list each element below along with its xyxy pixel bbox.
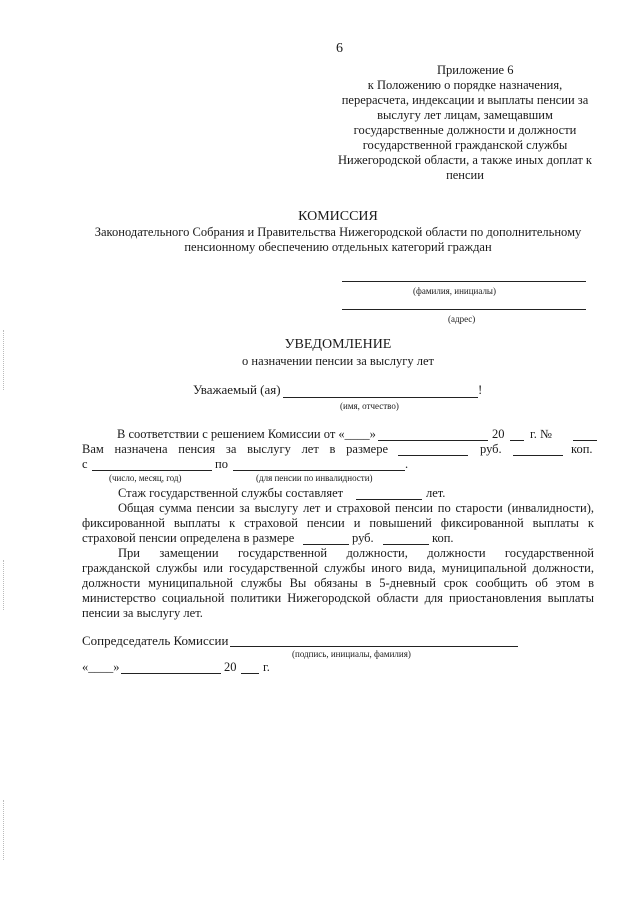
recipient-name-field: [342, 281, 586, 282]
duty-paragraph: При замещении государственной должности, должности государственной: [118, 546, 594, 560]
signature-field: [230, 646, 518, 647]
appendix-line: государственной гражданской службы: [362, 138, 568, 152]
scan-edge-mark: [3, 560, 4, 610]
signature-year-label: 20: [224, 660, 237, 674]
total-sum-paragraph: фиксированной выплаты к страховой пенсии и повышений фиксированной выплаты к: [82, 516, 594, 530]
decision-date-text: В соответствии с решением Комиссии от «____»: [117, 427, 376, 441]
total-sum-text: страховой пенсии определена в размере: [82, 531, 295, 545]
decision-date-field: [378, 440, 488, 441]
disability-hint: (для пенсии по инвалидности): [256, 473, 373, 483]
service-length-text: Стаж государственной службы составляет: [118, 486, 344, 500]
period-end-dot: .: [405, 457, 409, 471]
appendix-line: Нижегородской области, а также иных доплат к: [337, 153, 593, 167]
greeting-name-field: [283, 397, 478, 398]
appendix-line: государственные должности и должности: [353, 123, 577, 137]
appendix-line: Приложение 6: [437, 63, 514, 77]
greeting-label: Уважаемый (ая): [193, 382, 281, 397]
period-to-label: по: [215, 457, 228, 471]
signature-label: Сопредседатель Комиссии: [82, 633, 229, 648]
recipient-address-field: [342, 309, 586, 310]
commission-subtitle: Законодательного Собрания и Правительства Нижегородской области по дополнительному: [94, 225, 582, 239]
period-from-field: [92, 470, 212, 471]
commission-subtitle: пенсионному обеспечению отдельных категорий граждан: [184, 240, 492, 254]
scan-edge-mark: [3, 800, 4, 860]
signature-date-open: «____»: [82, 660, 120, 674]
decision-number-label: г. №: [530, 427, 552, 441]
pension-rub-label: руб.: [480, 442, 502, 456]
appendix-line: перерасчета, индексации и выплаты пенсии за: [341, 93, 589, 107]
decision-number-field: [573, 440, 597, 441]
duty-paragraph: министерство социальной политики Нижегородской области для приостановления выплаты: [82, 591, 594, 605]
total-sum-paragraph: Общая сумма пенсии за выслугу лет и страховой пенсии по старости (инвалидности),: [118, 501, 594, 515]
pension-amount-text: Вам назначена пенсия за выслугу лет в размере: [82, 442, 388, 456]
appendix-line: к Положению о порядке назначения,: [367, 78, 563, 92]
service-length-field: [356, 499, 422, 500]
greeting-hint: (имя, отчество): [340, 401, 399, 411]
pension-kop-label: коп.: [571, 442, 593, 456]
total-rub-field: [303, 544, 349, 545]
greeting-exclamation: !: [478, 382, 483, 397]
total-rub-label: руб.: [352, 531, 374, 545]
duty-paragraph: пенсии за выслугу лет.: [82, 606, 203, 620]
pension-kop-field: [513, 455, 563, 456]
total-kop-field: [383, 544, 429, 545]
recipient-address-hint: (адрес): [448, 314, 476, 324]
notice-subtitle: о назначении пенсии за выслугу лет: [242, 354, 434, 368]
recipient-name-hint: (фамилия, инициалы): [413, 286, 496, 296]
period-from-label: с: [82, 457, 88, 471]
appendix-line: пенсии: [446, 168, 484, 182]
signature-year-end: г.: [263, 660, 270, 674]
date-hint: (число, месяц, год): [109, 473, 182, 483]
signature-year-field: [241, 673, 259, 674]
page-number: 6: [336, 41, 343, 56]
duty-paragraph: гражданской службы или государственной службы иного вида, муниципальной должности,: [82, 561, 594, 575]
duty-paragraph: должности муниципальной службы Вы обязаны в 5-дневный срок сообщить об этом в: [82, 576, 594, 590]
commission-title: КОМИССИЯ: [298, 209, 378, 224]
decision-year-field: [510, 440, 524, 441]
decision-year-label: 20: [492, 427, 505, 441]
service-length-unit: лет.: [426, 486, 446, 500]
pension-rub-field: [398, 455, 468, 456]
appendix-line: выслугу лет лицам, замещавшим: [377, 108, 553, 122]
period-to-field: [233, 470, 405, 471]
signature-date-field: [121, 673, 221, 674]
signature-hint: (подпись, инициалы, фамилия): [292, 649, 411, 659]
notice-title: УВЕДОМЛЕНИЕ: [284, 337, 392, 352]
total-kop-label: коп.: [432, 531, 454, 545]
